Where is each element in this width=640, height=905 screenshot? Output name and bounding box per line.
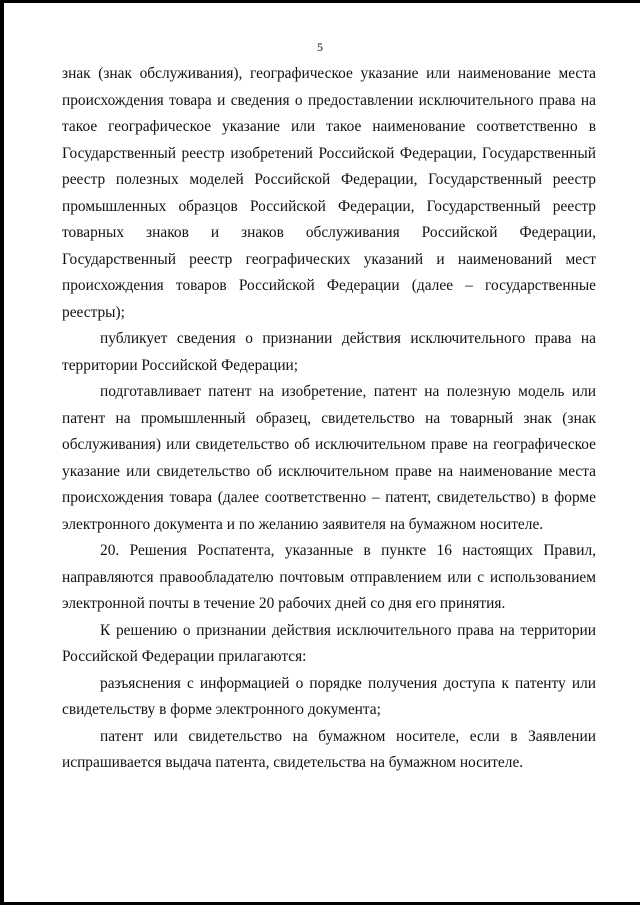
paragraph-patent-preparation: подготавливает патент на изобретение, патент на полезную модель или патент на промышленный образец, свидетельство на товарный знак (знак обслуживания) или свидетельство об исключительном праве на географическое указание или свидетельство об исключительном праве на наименование места происхождения товара (далее соответственно – патент, свидетельство) в форме электронного документа и по желанию заявителя на бумажном носителе. xyxy=(62,383,596,533)
page-number: 5 xyxy=(317,40,323,54)
paragraph-registry-entry: знак (знак обслуживания), географическое указание или наименование места происхождения товара и сведения о предоставлении исключительного права на такое географическое указание или такое наименование соответственно в Государственный реестр изобретений Российской Федерации, Государственный реестр полезных моделей Российской Федерации, Государственный реестр промышленных образцов Российской Федерации, Государственный реестр товарных знаков и знаков обслуживания Российской Федерации, Государственный реестр географических указаний и наименований мест происхождения товаров Российской Федерации (далее – государственные реестры); xyxy=(62,65,596,321)
document-body xyxy=(62,61,596,777)
paragraph-attachments-intro: К решению о признании действия исключительного права на территории Российской Федерации прилагаются: xyxy=(62,621,596,665)
paragraph-publication: публикует сведения о признании действия исключительного права на территории Российской Федерации; xyxy=(62,330,596,374)
paragraph-item-20: 20. Решения Роспатента, указанные в пункте 16 настоящих Правил, направляются правообладателю почтовым отправлением или с использованием электронной почты в течение 20 рабочих дней со дня его принятия. xyxy=(62,542,596,612)
scan-border-top xyxy=(0,0,640,3)
paragraph-attachment-explanations: разъяснения с информацией о порядке получения доступа к патенту или свидетельству в форме электронного документа; xyxy=(62,674,596,718)
paragraph-attachment-paper-copy: патент или свидетельство на бумажном носителе, если в Заявлении испрашивается выдача патента, свидетельства на бумажном носителе. xyxy=(62,727,596,771)
scan-border-left xyxy=(0,0,4,905)
